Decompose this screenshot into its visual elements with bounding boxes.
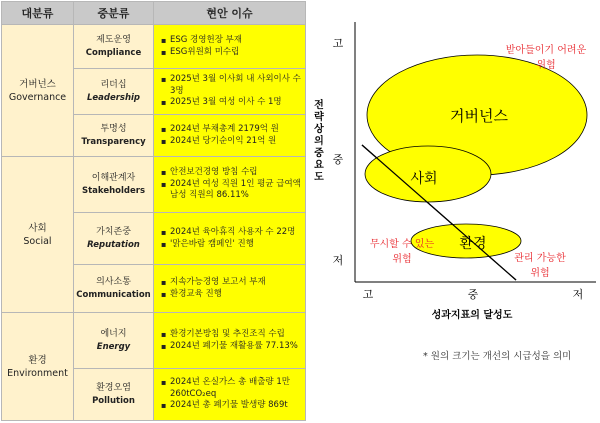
- issue-item: ▪ 2025년 3월 이사회 내 사외이사 수 3명: [170, 74, 301, 97]
- major-label-ko: 환경: [28, 354, 47, 366]
- header-major: 대분류: [2, 2, 74, 25]
- issue-item: ▪ ESG 경영헌장 부재: [170, 35, 301, 47]
- mid-pollution: [74, 369, 154, 421]
- annotation-unacceptable-risk: 받아들이기 어려운 위험: [505, 45, 587, 71]
- mid-label-ko: 의사소통: [96, 276, 131, 287]
- mid-label-en: Stakeholders: [81, 185, 145, 196]
- mid-label-en: Energy: [96, 341, 131, 352]
- issue-item: ▪ 2024년 당기순이익 21억 원: [170, 136, 301, 148]
- mid-label-ko: 리더십: [100, 79, 127, 90]
- annotation-negligible-risk: 무시할 수 있는 위험: [369, 239, 435, 265]
- mid-leadership: [74, 69, 154, 115]
- mid-energy: [74, 313, 154, 369]
- mid-stakeholders: [74, 157, 154, 213]
- bubble-label-environment: 환경: [459, 236, 487, 252]
- mid-label-en: Pollution: [92, 395, 135, 406]
- mid-label-ko: 에너지: [100, 328, 127, 339]
- annotation-manageable-risk: 관리 가능한 위험: [514, 253, 566, 279]
- mid-communication: [74, 265, 154, 313]
- table-row: [2, 313, 306, 369]
- y-tick-high: 고: [332, 37, 344, 50]
- mid-label-ko: 투명성: [100, 123, 127, 134]
- issue-item: ▪ 2025년 3월 여성 이사 수 1명: [170, 97, 301, 109]
- issue-cell: [154, 25, 306, 69]
- issue-item: ▪ 2024년 폐기물 재활용률 77.13%: [170, 341, 301, 353]
- header-mid: 중분류: [74, 2, 154, 25]
- mid-reputation: [74, 213, 154, 265]
- major-label-ko: 사회: [28, 222, 47, 234]
- mid-compliance: [74, 25, 154, 69]
- mid-label-en: Transparency: [81, 136, 146, 147]
- issue-item: ▪ 2024년 부채총계 2179억 원: [170, 124, 301, 136]
- issue-cell: [154, 157, 306, 213]
- esg-issue-table: [1, 1, 306, 421]
- x-tick-low: 저: [572, 288, 584, 301]
- issue-item: ▪ '맑은바람 캠페인' 진행: [170, 239, 301, 251]
- table-row: [2, 25, 306, 69]
- issue-cell: [154, 313, 306, 369]
- mid-transparency: [74, 115, 154, 157]
- issue-item: ▪ 안전보건경영 방침 수립: [170, 167, 301, 179]
- header-issue: 현안 이슈: [154, 2, 306, 25]
- issue-item: ▪ 2024년 육아휴직 사용자 수 22명: [170, 227, 301, 239]
- y-tick-mid: 중: [332, 153, 344, 166]
- y-tick-low: 저: [332, 254, 344, 267]
- bubble-label-governance: 거버넌스: [450, 107, 508, 125]
- issue-cell: [154, 115, 306, 157]
- issue-item: ▪ 지속가능경영 보고서 부재: [170, 277, 301, 289]
- major-label-en: Social: [23, 235, 52, 247]
- mid-label-en: Communication: [76, 289, 151, 300]
- x-tick-mid: 중: [467, 288, 479, 301]
- issue-item: ▪ 환경기본방침 및 추진조직 수립: [170, 329, 301, 341]
- mid-label-en: Compliance: [85, 47, 142, 58]
- issue-item: ▪ 2024년 온실가스 총 배출량 1만260tCO₂eq: [170, 377, 301, 400]
- x-tick-high: 고: [362, 288, 374, 301]
- issue-item: ▪ 환경교육 진행: [170, 289, 301, 301]
- mid-label-ko: 환경오염: [96, 382, 131, 393]
- y-axis-title: 전 략 상 의 중 요 도: [314, 100, 324, 183]
- major-label-en: Governance: [8, 91, 67, 103]
- major-environment: [2, 313, 74, 421]
- table-header-row: [2, 2, 306, 25]
- issue-item: ▪ ESG위원회 미수립: [170, 47, 301, 59]
- major-label-ko: 거버넌스: [19, 78, 56, 90]
- mid-label-ko: 가치존중: [96, 226, 131, 237]
- issue-item: ▪ 2024년 여성 직원 1인 평균 급여액 남성 직원의 86.11%: [170, 179, 301, 202]
- major-label-en: Environment: [7, 367, 68, 379]
- major-social: [2, 157, 74, 313]
- issue-cell: [154, 213, 306, 265]
- issue-item: ▪ 2024년 총 폐기물 발생량 869t: [170, 400, 301, 412]
- table-row: [2, 157, 306, 213]
- mid-label-ko: 이해관계자: [91, 172, 136, 183]
- footnote: * 원의 크기는 개선의 시급성을 의미: [423, 351, 572, 362]
- bubble-label-social: 사회: [410, 171, 438, 187]
- mid-label-ko: 제도운영: [96, 34, 131, 45]
- issue-cell: [154, 369, 306, 421]
- x-axis-title: 성과지표의 달성도: [431, 310, 513, 321]
- mid-label-en: Reputation: [87, 239, 140, 250]
- mid-label-en: Leadership: [86, 92, 141, 103]
- issue-cell: [154, 69, 306, 115]
- major-governance: [2, 25, 74, 157]
- issue-cell: [154, 265, 306, 313]
